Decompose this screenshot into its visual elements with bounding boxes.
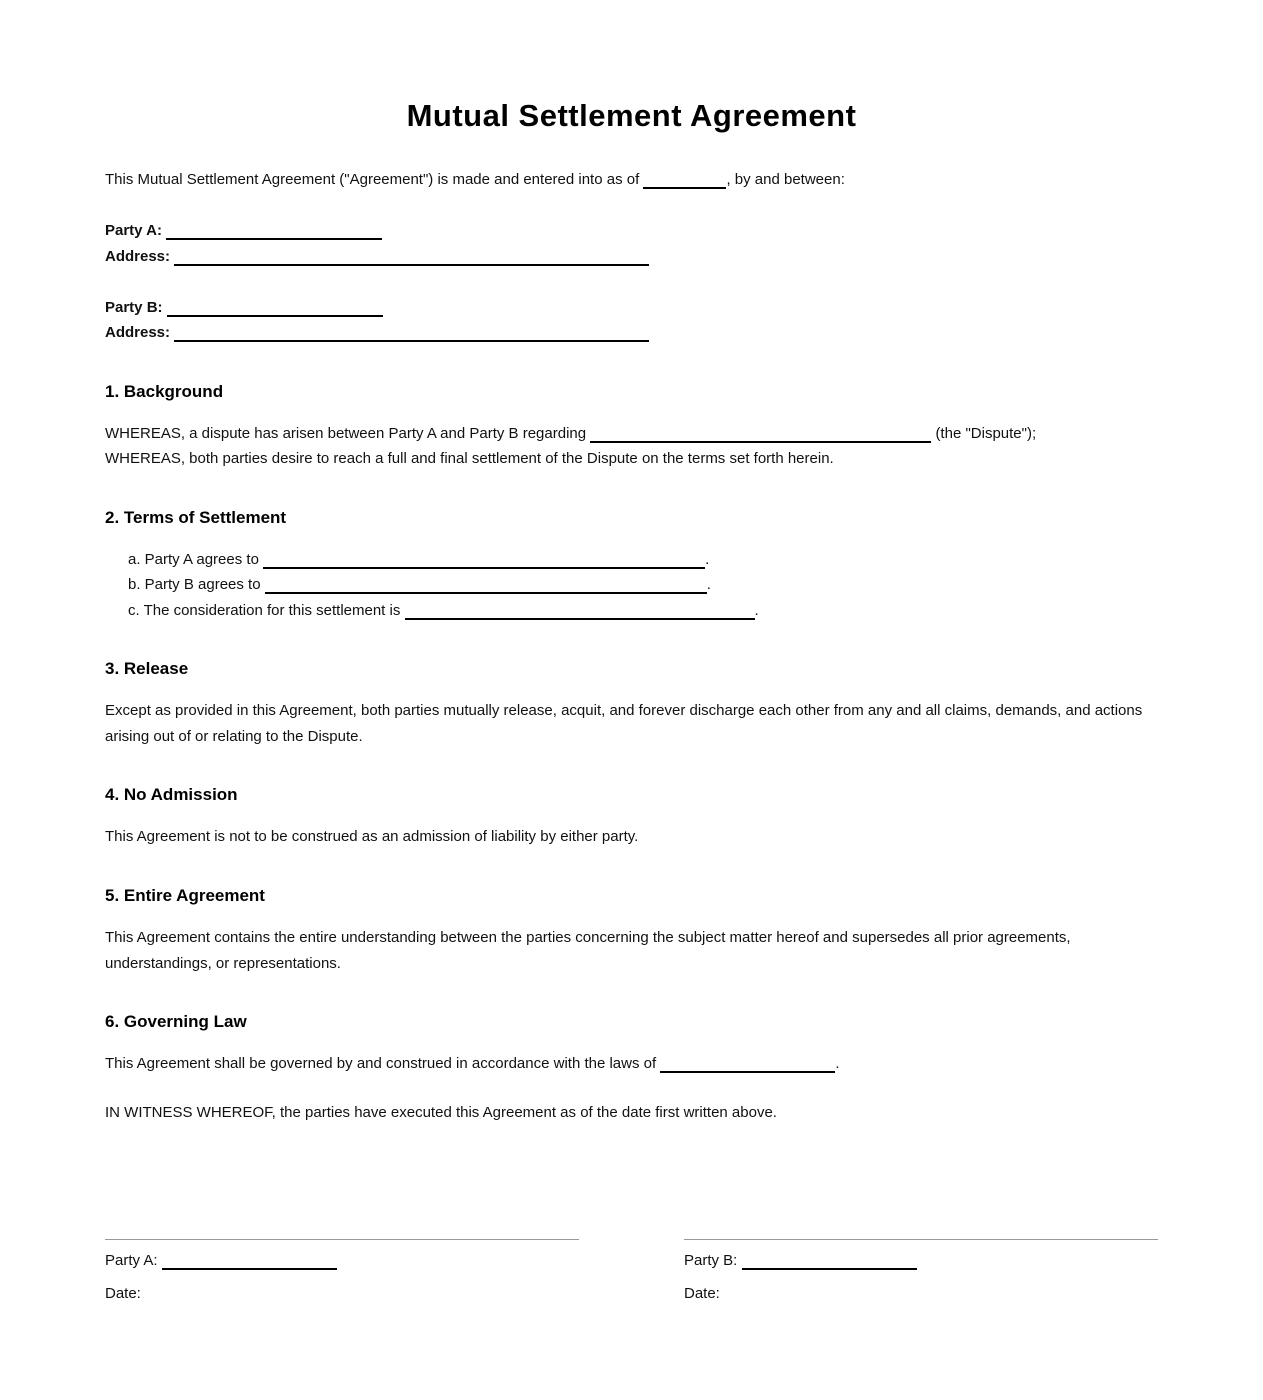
witness-text: IN WITNESS WHEREOF, the parties have executed this Agreement as of the date first written above. (105, 1104, 777, 1121)
section-heading-background: 1. Background (105, 382, 224, 401)
party-a-label: Party A: (105, 222, 162, 239)
signature-party-b-date[interactable]: Date: (684, 1285, 720, 1302)
dispute-subject-blank[interactable] (590, 427, 931, 443)
party-b-address-blank[interactable] (174, 326, 649, 342)
signature-party-a-label: Party A: (105, 1252, 158, 1269)
document-title: Mutual Settlement Agreement (406, 98, 857, 133)
signature-party-b-blank[interactable] (742, 1254, 917, 1270)
governing-law-blank[interactable] (660, 1057, 835, 1073)
background-text-before: WHEREAS, a dispute has arisen between Party A and Party B regarding (105, 425, 587, 442)
background-line-1 (105, 424, 1036, 444)
terms-item-a-text: a. Party A agrees to (128, 551, 259, 568)
party-b-obligation-blank[interactable] (265, 578, 707, 594)
terms-item-b-text: b. Party B agrees to (128, 576, 261, 593)
party-a-address-blank[interactable] (174, 250, 649, 266)
agreement-date-blank[interactable] (643, 173, 726, 189)
signature-party-b-label: Party B: (684, 1252, 738, 1269)
section-heading-release: 3. Release (105, 659, 189, 678)
intro-line (105, 170, 845, 190)
party-b-line (105, 298, 383, 318)
section-heading-governing: 6. Governing Law (105, 1012, 247, 1031)
party-b-address-line (105, 323, 649, 343)
governing-law-line (105, 1054, 840, 1074)
section-heading-terms: 2. Terms of Settlement (105, 508, 287, 527)
background-line-2: WHEREAS, both parties desire to reach a full and final settlement of the Dispute on the terms set forth herein. (105, 450, 834, 467)
signature-block-party-b (684, 1239, 1158, 1302)
party-a-name-blank[interactable] (166, 224, 382, 240)
terms-item-b-end: . (706, 576, 711, 593)
governing-law-text: This Agreement shall be governed by and construed in accordance with the laws of (105, 1055, 657, 1072)
terms-item-b (128, 575, 711, 595)
terms-item-c-end: . (754, 602, 759, 619)
signature-party-a-line (105, 1252, 337, 1269)
no-admission-text: This Agreement is not to be construed as an admission of liability by either party. (105, 828, 639, 845)
signature-block-party-a (105, 1239, 579, 1302)
terms-item-c-text: c. The consideration for this settlement is (128, 602, 401, 619)
party-a-line (105, 221, 382, 241)
background-text-after: (the "Dispute"); (935, 425, 1037, 442)
governing-law-end: . (835, 1055, 840, 1072)
intro-text: This Mutual Settlement Agreement ("Agreement") is made and entered into as of (105, 171, 640, 188)
consideration-blank[interactable] (405, 604, 755, 620)
party-a-obligation-blank[interactable] (263, 553, 705, 569)
terms-item-a-end: . (705, 551, 710, 568)
party-a-address-line (105, 247, 649, 267)
section-heading-no-admission: 4. No Admission (105, 785, 238, 804)
signature-party-b-line (684, 1252, 917, 1269)
section-heading-entire: 5. Entire Agreement (105, 886, 265, 905)
party-a-address-label: Address: (105, 248, 171, 265)
signature-party-a-date[interactable]: Date: (105, 1285, 141, 1302)
terms-item-a (128, 550, 709, 570)
party-b-address-label: Address: (105, 324, 171, 341)
release-text: Except as provided in this Agreement, both parties mutually release, acquit, and forever discharge each other from any and all claims, demands, and actions arising out of or relating to the Dispute. (105, 702, 1143, 745)
party-b-name-blank[interactable] (167, 301, 383, 317)
party-b-label: Party B: (105, 299, 163, 316)
signature-party-a-blank[interactable] (162, 1254, 337, 1270)
intro-text-after: , by and between: (726, 171, 845, 188)
entire-agreement-text: This Agreement contains the entire understanding between the parties concerning the subject matter hereof and supersedes all prior agreements, understandings, or representations. (105, 929, 1071, 972)
terms-item-c (128, 601, 759, 621)
